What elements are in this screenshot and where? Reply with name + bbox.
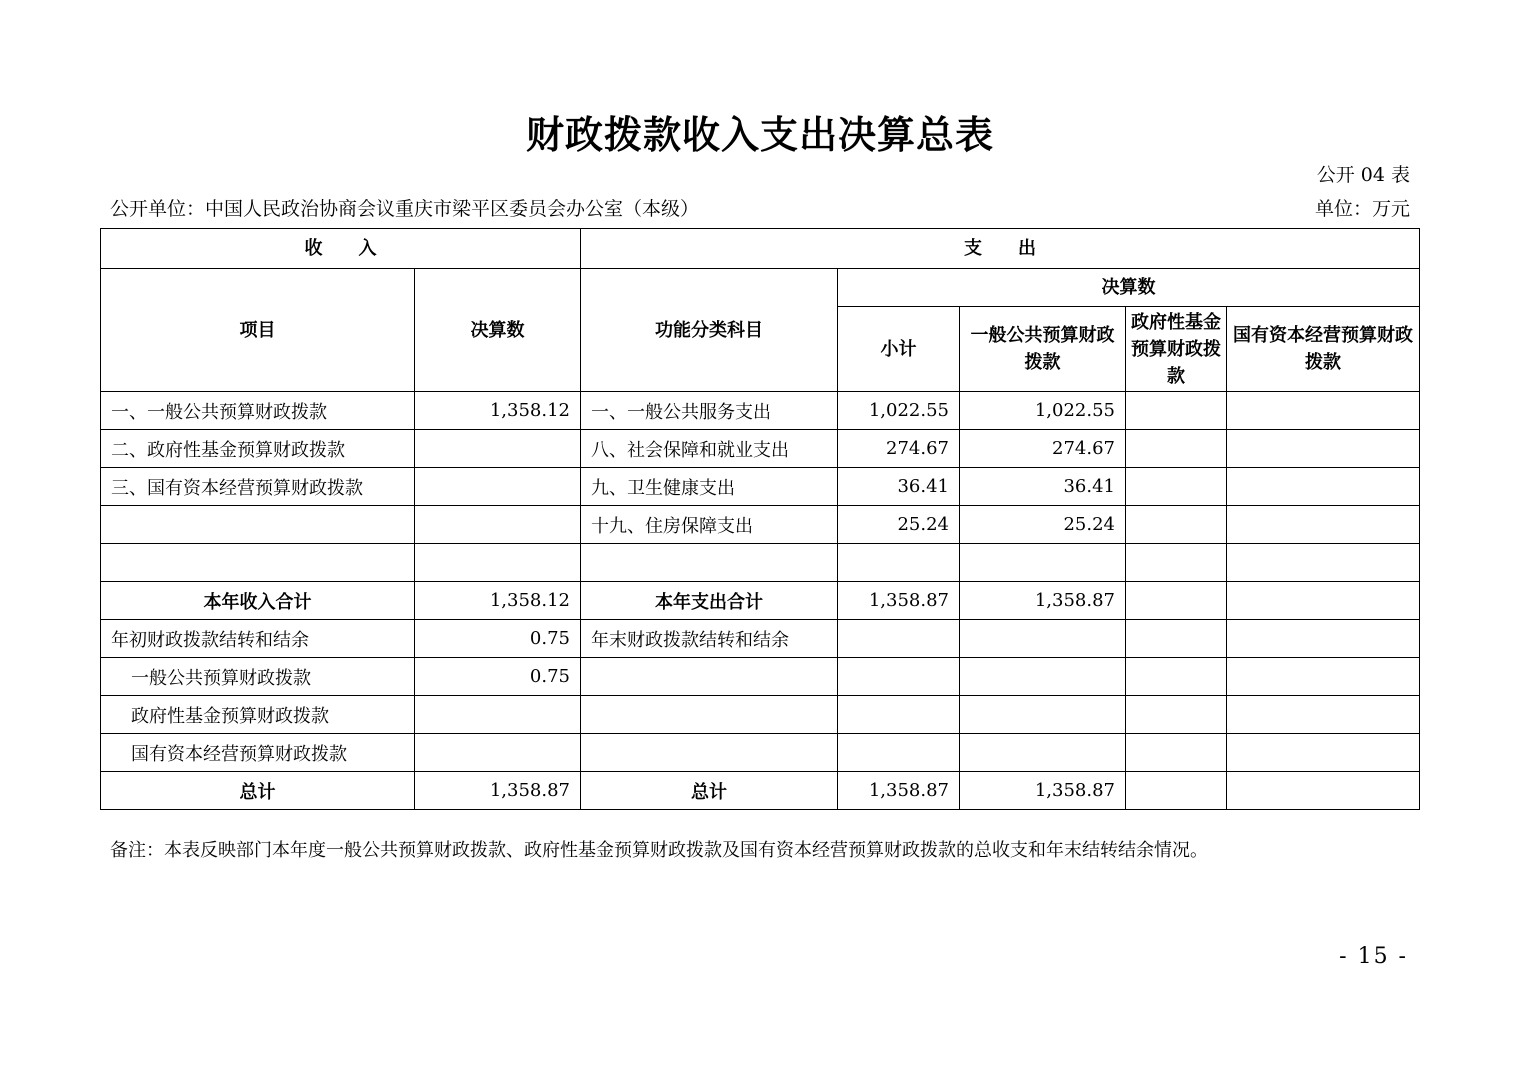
table-row — [101, 772, 1420, 810]
expense-item-cell: 本年支出合计 — [581, 582, 838, 620]
general-budget-cell — [960, 620, 1126, 658]
state-capital-header: 国有资本经营预算财政拨款 — [1227, 307, 1420, 392]
general-budget-cell: 274.67 — [960, 430, 1126, 468]
income-amount-cell — [415, 506, 581, 544]
subtotal-cell — [838, 734, 960, 772]
reporting-unit: 公开单位：中国人民政治协商会议重庆市梁平区委员会办公室（本级） — [110, 198, 700, 220]
income-amount-cell — [415, 696, 581, 734]
expense-item-cell: 总计 — [581, 772, 838, 810]
state-capital-cell — [1227, 392, 1420, 430]
state-capital-cell — [1227, 582, 1420, 620]
table-row — [101, 430, 1420, 468]
income-header: 收 入 — [101, 229, 581, 269]
income-item-cell — [101, 544, 415, 582]
table-row — [101, 582, 1420, 620]
income-amount-cell — [415, 544, 581, 582]
income-amount-cell: 1,358.12 — [415, 582, 581, 620]
gov-fund-cell — [1126, 582, 1227, 620]
gov-fund-cell — [1126, 658, 1227, 696]
state-capital-cell — [1227, 544, 1420, 582]
gov-fund-cell — [1126, 696, 1227, 734]
page-title: 财政拨款收入支出决算总表 — [525, 112, 994, 157]
income-item-cell: 年初财政拨款结转和结余 — [101, 620, 415, 658]
subtotal-cell: 274.67 — [838, 430, 960, 468]
table-row — [101, 620, 1420, 658]
income-item-cell: 本年收入合计 — [101, 582, 415, 620]
subtotal-cell: 1,358.87 — [838, 582, 960, 620]
state-capital-cell — [1227, 658, 1420, 696]
general-budget-cell: 1,022.55 — [960, 392, 1126, 430]
general-budget-cell — [960, 544, 1126, 582]
expense-item-cell — [581, 696, 838, 734]
gov-fund-cell — [1126, 468, 1227, 506]
general-budget-cell — [960, 696, 1126, 734]
income-item-cell: 政府性基金预算财政拨款 — [101, 696, 415, 734]
table-row — [101, 544, 1420, 582]
income-amount-cell: 1,358.87 — [415, 772, 581, 810]
gov-fund-cell — [1126, 544, 1227, 582]
state-capital-cell — [1227, 734, 1420, 772]
gov-fund-header: 政府性基金预算财政拨款 — [1126, 307, 1227, 392]
state-capital-cell — [1227, 772, 1420, 810]
state-capital-cell — [1227, 696, 1420, 734]
general-budget-cell: 1,358.87 — [960, 582, 1126, 620]
state-capital-cell — [1227, 506, 1420, 544]
expense-item-cell — [581, 544, 838, 582]
income-amount-cell — [415, 430, 581, 468]
income-item-cell: 国有资本经营预算财政拨款 — [101, 734, 415, 772]
page-number: - 15 - — [1339, 944, 1408, 969]
expense-item-cell: 八、社会保障和就业支出 — [581, 430, 838, 468]
income-item-cell: 一般公共预算财政拨款 — [101, 658, 415, 696]
gov-fund-cell — [1126, 772, 1227, 810]
general-budget-cell: 36.41 — [960, 468, 1126, 506]
subtotal-cell — [838, 696, 960, 734]
subtotal-cell: 1,022.55 — [838, 392, 960, 430]
appropriation-table — [100, 228, 1420, 810]
currency-unit: 单位：万元 — [1314, 198, 1410, 220]
subtotal-header: 小计 — [838, 307, 960, 392]
income-item-cell: 一、一般公共预算财政拨款 — [101, 392, 415, 430]
gov-fund-cell — [1126, 392, 1227, 430]
subtotal-cell: 25.24 — [838, 506, 960, 544]
state-capital-cell — [1227, 430, 1420, 468]
form-number: 公开 04 表 — [1316, 164, 1410, 186]
final-amount-header: 决算数 — [838, 269, 1420, 307]
expense-header: 支 出 — [581, 229, 1420, 269]
table-row — [101, 696, 1420, 734]
subtotal-cell — [838, 620, 960, 658]
income-amount-cell: 0.75 — [415, 620, 581, 658]
expense-item-cell: 一、一般公共服务支出 — [581, 392, 838, 430]
table-row — [101, 506, 1420, 544]
func-subject-header: 功能分类科目 — [581, 269, 838, 392]
expense-item-cell: 十九、住房保障支出 — [581, 506, 838, 544]
general-budget-cell: 25.24 — [960, 506, 1126, 544]
income-amount-cell — [415, 734, 581, 772]
state-capital-cell — [1227, 620, 1420, 658]
table-row — [101, 658, 1420, 696]
income-amount-cell: 0.75 — [415, 658, 581, 696]
income-item-cell — [101, 506, 415, 544]
gov-fund-cell — [1126, 430, 1227, 468]
income-amount-cell — [415, 468, 581, 506]
subtotal-cell: 1,358.87 — [838, 772, 960, 810]
general-budget-cell — [960, 734, 1126, 772]
gov-fund-cell — [1126, 506, 1227, 544]
table-row — [101, 468, 1420, 506]
subtotal-cell: 36.41 — [838, 468, 960, 506]
footnote: 备注：本表反映部门本年度一般公共预算财政拨款、政府性基金预算财政拨款及国有资本经营预算财政拨款的总收支和年末结转结余情况。 — [110, 840, 1208, 861]
subtotal-cell — [838, 544, 960, 582]
income-item-cell: 二、政府性基金预算财政拨款 — [101, 430, 415, 468]
table-row — [101, 392, 1420, 430]
income-item-cell: 三、国有资本经营预算财政拨款 — [101, 468, 415, 506]
amount-header: 决算数 — [415, 269, 581, 392]
income-amount-cell: 1,358.12 — [415, 392, 581, 430]
general-budget-cell: 1,358.87 — [960, 772, 1126, 810]
gov-fund-cell — [1126, 620, 1227, 658]
expense-item-cell — [581, 658, 838, 696]
general-budget-header: 一般公共预算财政拨款 — [960, 307, 1126, 392]
item-header: 项目 — [101, 269, 415, 392]
income-item-cell: 总计 — [101, 772, 415, 810]
state-capital-cell — [1227, 468, 1420, 506]
general-budget-cell — [960, 658, 1126, 696]
subtotal-cell — [838, 658, 960, 696]
expense-item-cell: 年末财政拨款结转和结余 — [581, 620, 838, 658]
expense-item-cell — [581, 734, 838, 772]
expense-item-cell: 九、卫生健康支出 — [581, 468, 838, 506]
gov-fund-cell — [1126, 734, 1227, 772]
table-row — [101, 734, 1420, 772]
unit-info-row — [110, 194, 1410, 221]
